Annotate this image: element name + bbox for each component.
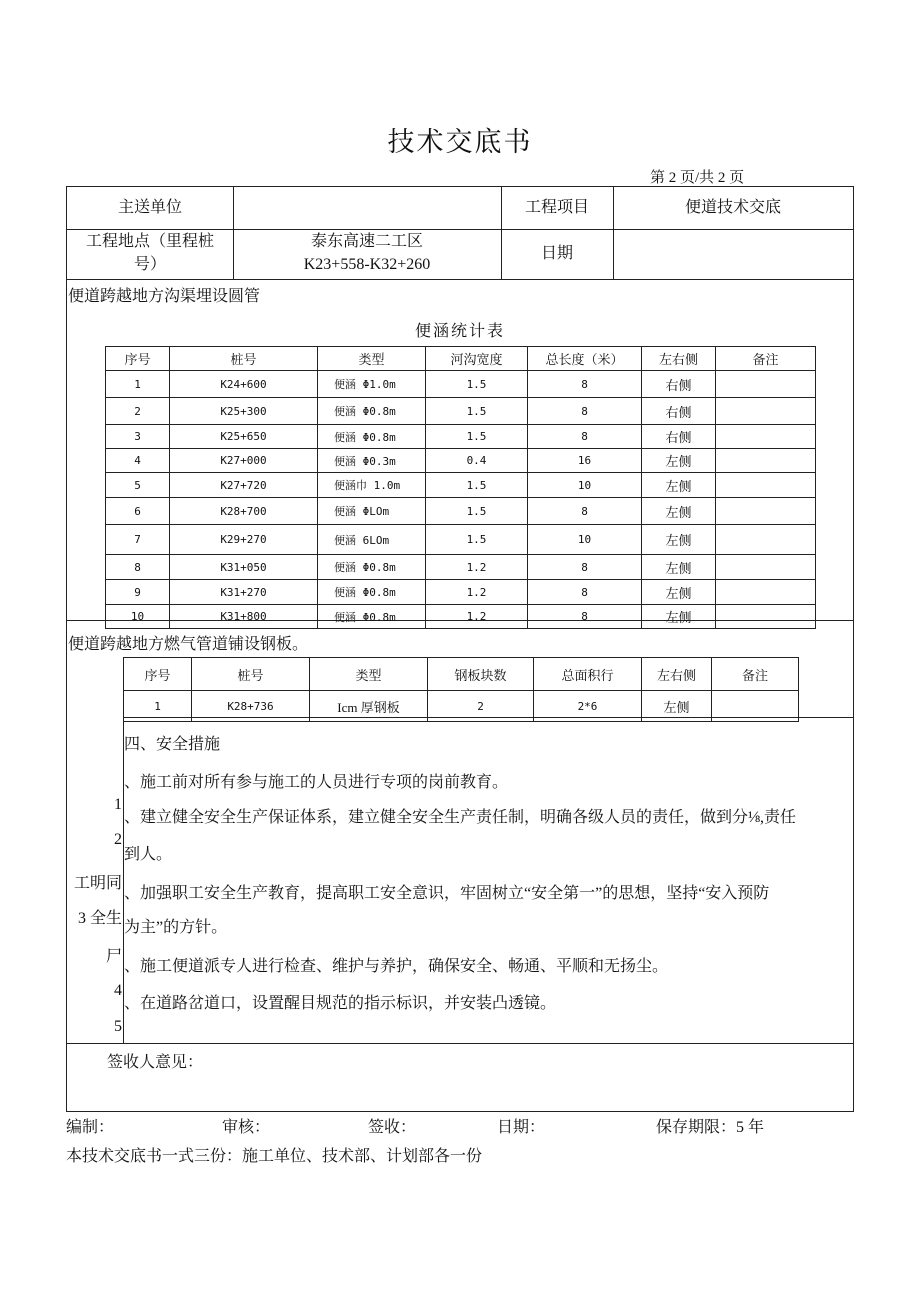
table-row bbox=[106, 449, 816, 473]
table-cell bbox=[716, 605, 816, 629]
table-cell: 便涵 Φ1.0m bbox=[318, 371, 426, 398]
side-mark: 3 全生 bbox=[77, 910, 122, 927]
site-value-line2: K23+558-K32+260 bbox=[303, 256, 431, 273]
culvert-table bbox=[105, 346, 816, 629]
side-mark: 尸 bbox=[105, 948, 122, 965]
table-cell: K28+736 bbox=[192, 691, 310, 722]
project-value: 便道技术交底 bbox=[684, 199, 781, 216]
table-cell bbox=[716, 371, 816, 398]
table-cell: 左侧 bbox=[642, 525, 716, 555]
footer-retention: 保存期限：5 年 bbox=[656, 1119, 765, 1136]
safety-item: 到人。 bbox=[124, 846, 173, 863]
site-value-line1: 泰东高速二工区 bbox=[310, 233, 423, 250]
column-header: 序号 bbox=[106, 347, 170, 371]
safety-item: 、施工前对所有参与施工的人员进行专项的岗前教育。 bbox=[124, 774, 509, 791]
document-title: 技术交底书 bbox=[387, 127, 533, 157]
column-header: 类型 bbox=[310, 658, 428, 691]
section2-heading: 便道跨越地方燃气管道铺设钢板。 bbox=[68, 636, 309, 653]
table-cell bbox=[712, 691, 799, 722]
table-cell: 左侧 bbox=[642, 691, 712, 722]
table-cell: 16 bbox=[528, 449, 642, 473]
column-header: 序号 bbox=[124, 658, 192, 691]
side-mark: 4 bbox=[114, 982, 122, 999]
table-cell: 便涵 Φ0.8m bbox=[318, 605, 426, 629]
table-cell: 右侧 bbox=[642, 425, 716, 449]
safety-item: 、在道路岔道口，设置醒目规范的指示标识，并安装凸透镜。 bbox=[124, 995, 557, 1012]
table-cell: 1.2 bbox=[426, 555, 528, 580]
column-header: 左右侧 bbox=[642, 347, 716, 371]
unit-label: 主送单位 bbox=[117, 199, 182, 216]
table-cell: K25+300 bbox=[170, 398, 318, 425]
column-header: 钢板块数 bbox=[428, 658, 534, 691]
table-cell: K27+720 bbox=[170, 473, 318, 498]
table-row bbox=[106, 498, 816, 525]
table-cell: 8 bbox=[528, 555, 642, 580]
project-label: 工程项目 bbox=[524, 199, 589, 216]
column-header: 总长度（米） bbox=[528, 347, 642, 371]
safety-item: 、加强职工安全生产教育，提高职工安全意识，牢固树立“安全第一”的思想，坚持“安入预防 bbox=[124, 885, 770, 902]
table-cell: 0.4 bbox=[426, 449, 528, 473]
row-divider bbox=[67, 279, 853, 280]
table-cell bbox=[716, 449, 816, 473]
table-header-row bbox=[124, 658, 799, 691]
footer-note: 本技术交底书一式三份：施工单位、技术部、计划部各一份 bbox=[66, 1148, 483, 1165]
table-cell: 3 bbox=[106, 425, 170, 449]
safety-heading: 四、安全措施 bbox=[124, 736, 221, 753]
table-cell: 1.2 bbox=[426, 605, 528, 629]
safety-item: 、施工便道派专人进行检查、维护与养护，确保安全、畅通、平顺和无扬尘。 bbox=[124, 958, 669, 975]
table-cell: 右侧 bbox=[642, 398, 716, 425]
table-cell: 便涵 6LOm bbox=[318, 525, 426, 555]
table-row bbox=[106, 371, 816, 398]
table-cell: 左侧 bbox=[642, 449, 716, 473]
table-row bbox=[106, 473, 816, 498]
table-cell: 左侧 bbox=[642, 605, 716, 629]
table-cell: 2 bbox=[428, 691, 534, 722]
safety-item: 、建立健全安全生产保证体系，建立健全安全生产责任制，明确各级人员的责任，做到分⅛,责任 bbox=[124, 809, 797, 826]
table-cell: 10 bbox=[528, 525, 642, 555]
side-mark: 1 bbox=[114, 796, 122, 813]
receiver-opinion-label: 签收人意见： bbox=[107, 1054, 204, 1071]
culvert-table-caption: 便涵统计表 bbox=[414, 323, 505, 340]
table-cell: 8 bbox=[528, 580, 642, 605]
table-row bbox=[106, 425, 816, 449]
table-cell: 便涵 Φ0.8m bbox=[318, 398, 426, 425]
table-cell bbox=[716, 525, 816, 555]
table-row bbox=[106, 580, 816, 605]
table-cell: 左侧 bbox=[642, 498, 716, 525]
table-cell: 左侧 bbox=[642, 473, 716, 498]
safety-item: 为主”的方针。 bbox=[124, 919, 228, 936]
table-cell: 5 bbox=[106, 473, 170, 498]
table-cell: 8 bbox=[528, 398, 642, 425]
table-cell: 8 bbox=[528, 498, 642, 525]
table-cell: 便涵 Φ0.8m bbox=[318, 580, 426, 605]
section-divider bbox=[67, 1043, 853, 1044]
table-cell: 8 bbox=[106, 555, 170, 580]
table-cell: K31+800 bbox=[170, 605, 318, 629]
table-cell bbox=[716, 473, 816, 498]
table-cell: 便涵巾 1.0m bbox=[318, 473, 426, 498]
table-cell: 1.5 bbox=[426, 425, 528, 449]
column-header: 类型 bbox=[318, 347, 426, 371]
table-cell: 1 bbox=[124, 691, 192, 722]
date-label: 日期 bbox=[540, 245, 573, 262]
table-cell bbox=[716, 498, 816, 525]
footer-compiled: 编制： bbox=[66, 1119, 115, 1136]
table-cell: 9 bbox=[106, 580, 170, 605]
column-header: 备注 bbox=[716, 347, 816, 371]
table-cell bbox=[716, 425, 816, 449]
column-header: 桩号 bbox=[192, 658, 310, 691]
footer-date: 日期： bbox=[497, 1119, 546, 1136]
table-cell: K28+700 bbox=[170, 498, 318, 525]
table-cell: 10 bbox=[528, 473, 642, 498]
table-cell: K25+650 bbox=[170, 425, 318, 449]
footer-reviewed: 审核： bbox=[222, 1119, 271, 1136]
table-cell: 2*6 bbox=[534, 691, 642, 722]
table-cell: 1.2 bbox=[426, 580, 528, 605]
table-cell: 便涵 Φ0.8m bbox=[318, 425, 426, 449]
table-cell: 1.5 bbox=[426, 473, 528, 498]
side-mark: 工明同 bbox=[73, 875, 122, 892]
table-cell: 便涵 Φ0.8m bbox=[318, 555, 426, 580]
table-cell: 右侧 bbox=[642, 371, 716, 398]
table-cell: 1.5 bbox=[426, 498, 528, 525]
site-label-line2: 号） bbox=[133, 256, 166, 273]
row-divider bbox=[67, 229, 853, 230]
table-cell: K31+270 bbox=[170, 580, 318, 605]
section1-heading: 便道跨越地方沟渠埋设圆管 bbox=[68, 288, 261, 305]
table-cell: 1.5 bbox=[426, 525, 528, 555]
site-label-line1: 工程地点（里程桩 bbox=[85, 233, 214, 250]
column-header: 桩号 bbox=[170, 347, 318, 371]
column-header: 河沟宽度 bbox=[426, 347, 528, 371]
table-cell: 8 bbox=[528, 605, 642, 629]
table-header-row bbox=[106, 347, 816, 371]
table-cell: 7 bbox=[106, 525, 170, 555]
table-cell: K24+600 bbox=[170, 371, 318, 398]
table-cell: K31+050 bbox=[170, 555, 318, 580]
table-row bbox=[106, 555, 816, 580]
table-cell: 8 bbox=[528, 371, 642, 398]
table-cell: 1.5 bbox=[426, 398, 528, 425]
table-cell: 8 bbox=[528, 425, 642, 449]
table-cell: 左侧 bbox=[642, 580, 716, 605]
table-cell: K27+000 bbox=[170, 449, 318, 473]
table-cell: 便涵 Φ0.3m bbox=[318, 449, 426, 473]
column-header: 左右侧 bbox=[642, 658, 712, 691]
side-mark: 5 bbox=[114, 1018, 122, 1035]
table-cell bbox=[716, 580, 816, 605]
table-cell: 1.5 bbox=[426, 371, 528, 398]
table-cell bbox=[716, 555, 816, 580]
table-row bbox=[124, 691, 799, 722]
table-cell bbox=[716, 398, 816, 425]
table-row bbox=[106, 525, 816, 555]
table-cell: 1 bbox=[106, 371, 170, 398]
page-number: 第 2 页/共 2 页 bbox=[650, 170, 745, 186]
footer-signed: 签收： bbox=[368, 1119, 417, 1136]
table-row bbox=[106, 398, 816, 425]
table-cell: 左侧 bbox=[642, 555, 716, 580]
column-header: 总面积行 bbox=[534, 658, 642, 691]
table-cell: K29+270 bbox=[170, 525, 318, 555]
side-mark: 2 bbox=[114, 831, 122, 848]
table-row bbox=[106, 605, 816, 629]
column-header: 备注 bbox=[712, 658, 799, 691]
table-cell: 10 bbox=[106, 605, 170, 629]
table-cell: 6 bbox=[106, 498, 170, 525]
table-cell: 2 bbox=[106, 398, 170, 425]
table-cell: 便涵 ΦLOm bbox=[318, 498, 426, 525]
table-cell: Icm 厚钢板 bbox=[310, 691, 428, 722]
steel-plate-table bbox=[123, 657, 799, 722]
table-cell: 4 bbox=[106, 449, 170, 473]
